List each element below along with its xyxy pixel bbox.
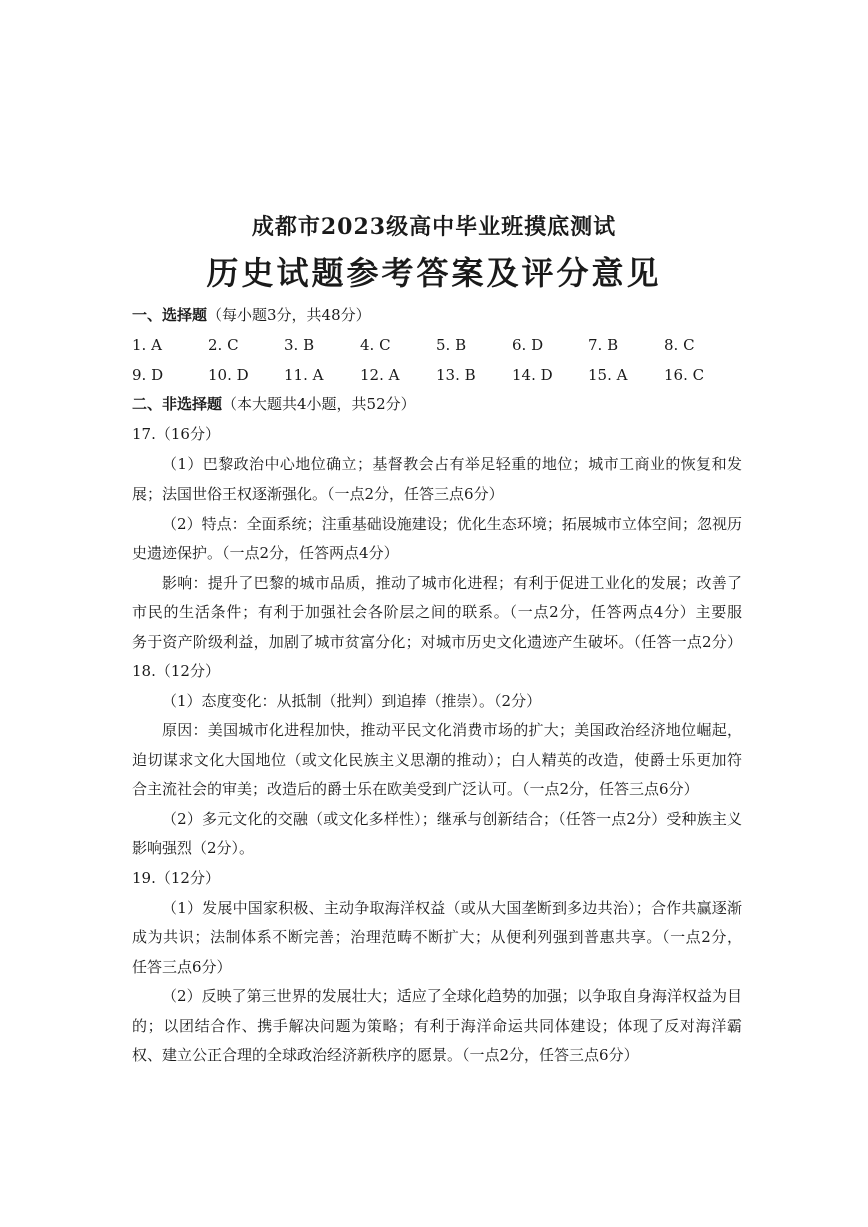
question-header-18: 18.（12分）: [132, 662, 220, 680]
answer-item: 13. B: [436, 366, 476, 384]
answer-line: 市民的生活条件；有利于加强社会各阶层之间的联系。（一点2分，任答两点4分）主要服: [132, 603, 742, 621]
question-header-17: 17.（16分）: [132, 425, 220, 443]
answer-row: [132, 335, 752, 355]
section-label: 一、选择题: [132, 306, 208, 324]
answer-item: 12. A: [360, 366, 400, 384]
answer-line: 影响强烈（2分）。: [132, 839, 255, 857]
section-note: （每小题3分，共48分）: [207, 306, 371, 324]
answer-line: （1）巴黎政治中心地位确立；基督教会占有举足轻重的地位；城市工商业的恢复和发: [162, 455, 742, 473]
answer-item: 6. D: [512, 336, 544, 354]
answer-item: 1. A: [132, 336, 162, 354]
answer-line: 展；法国世俗王权逐渐强化。（一点2分，任答三点6分）: [132, 485, 504, 503]
section-label: 二、非选择题: [132, 395, 223, 413]
answer-line: （2）反映了第三世界的发展壮大；适应了全球化趋势的加强；以争取自身海洋权益为目: [162, 987, 742, 1005]
answer-line: （1）态度变化：从抵制（批判）到追捧（推崇）。（2分）: [162, 692, 542, 710]
answer-item: 14. D: [512, 366, 553, 384]
question-header-19: 19.（12分）: [132, 869, 220, 887]
section-note: （本大题共4小题，共52分）: [222, 395, 416, 413]
answer-line: 务于资产阶级利益，加剧了城市贫富分化；对城市历史文化遗迹产生破坏。（任答一点2分）: [132, 633, 742, 651]
answer-line: 原因：美国城市化进程加快，推动平民文化消费市场的扩大；美国政治经济地位崛起，: [162, 721, 742, 739]
answer-item: 16. C: [664, 366, 705, 384]
section-heading-choice: [132, 305, 742, 325]
answer-line: 权、建立公正合理的全球政治经济新秩序的愿景。（一点2分，任答三点6分）: [132, 1046, 639, 1064]
answer-item: 8. C: [664, 336, 695, 354]
answer-item: 4. C: [360, 336, 391, 354]
answer-line: （2）特点：全面系统；注重基础设施建设；优化生态环境；拓展城市立体空间；忽视历: [162, 515, 742, 533]
answer-line: （2）多元文化的交融（或文化多样性）；继承与创新结合；（任答一点2分）受种族主义: [162, 810, 742, 828]
answer-item: 15. A: [588, 366, 628, 384]
answer-item: 2. C: [208, 336, 239, 354]
answer-line: 史遗迹保护。（一点2分，任答两点4分）: [132, 544, 399, 562]
section-heading-open: [132, 394, 742, 414]
answer-key-title: 历史试题参考答案及评分意见: [206, 254, 662, 292]
answer-item: 3. B: [284, 336, 315, 354]
answer-row: [132, 365, 752, 385]
answer-item: 7. B: [588, 336, 619, 354]
answer-item: 9. D: [132, 366, 164, 384]
answer-line: 成为共识；法制体系不断完善；治理范畴不断扩大；从便利列强到普惠共享。（一点2分，: [132, 928, 742, 946]
answer-line: 影响：提升了巴黎的城市品质，推动了城市化进程；有利于促进工业化的发展；改善了: [162, 574, 742, 592]
answer-item: 10. D: [208, 366, 249, 384]
answer-line: 迫切谋求文化大国地位（或文化民族主义思潮的推动）；白人精英的改造，使爵士乐更加符: [132, 751, 742, 769]
answer-line: 任答三点6分）: [132, 958, 232, 976]
answer-item: 5. B: [436, 336, 467, 354]
answer-item: 11. A: [284, 366, 324, 384]
answer-line: 的；以团结合作、携手解决问题为策略；有利于海洋命运共同体建设；体现了反对海洋霸: [132, 1017, 742, 1035]
exam-title: 成都市2023级高中毕业班摸底测试: [251, 214, 617, 240]
answer-line: （1）发展中国家积极、主动争取海洋权益（或从大国垄断到多边共治）；合作共赢逐渐: [162, 899, 742, 917]
answer-line: 合主流社会的审美；改造后的爵士乐在欧美受到广泛认可。（一点2分，任答三点6分）: [132, 780, 699, 798]
